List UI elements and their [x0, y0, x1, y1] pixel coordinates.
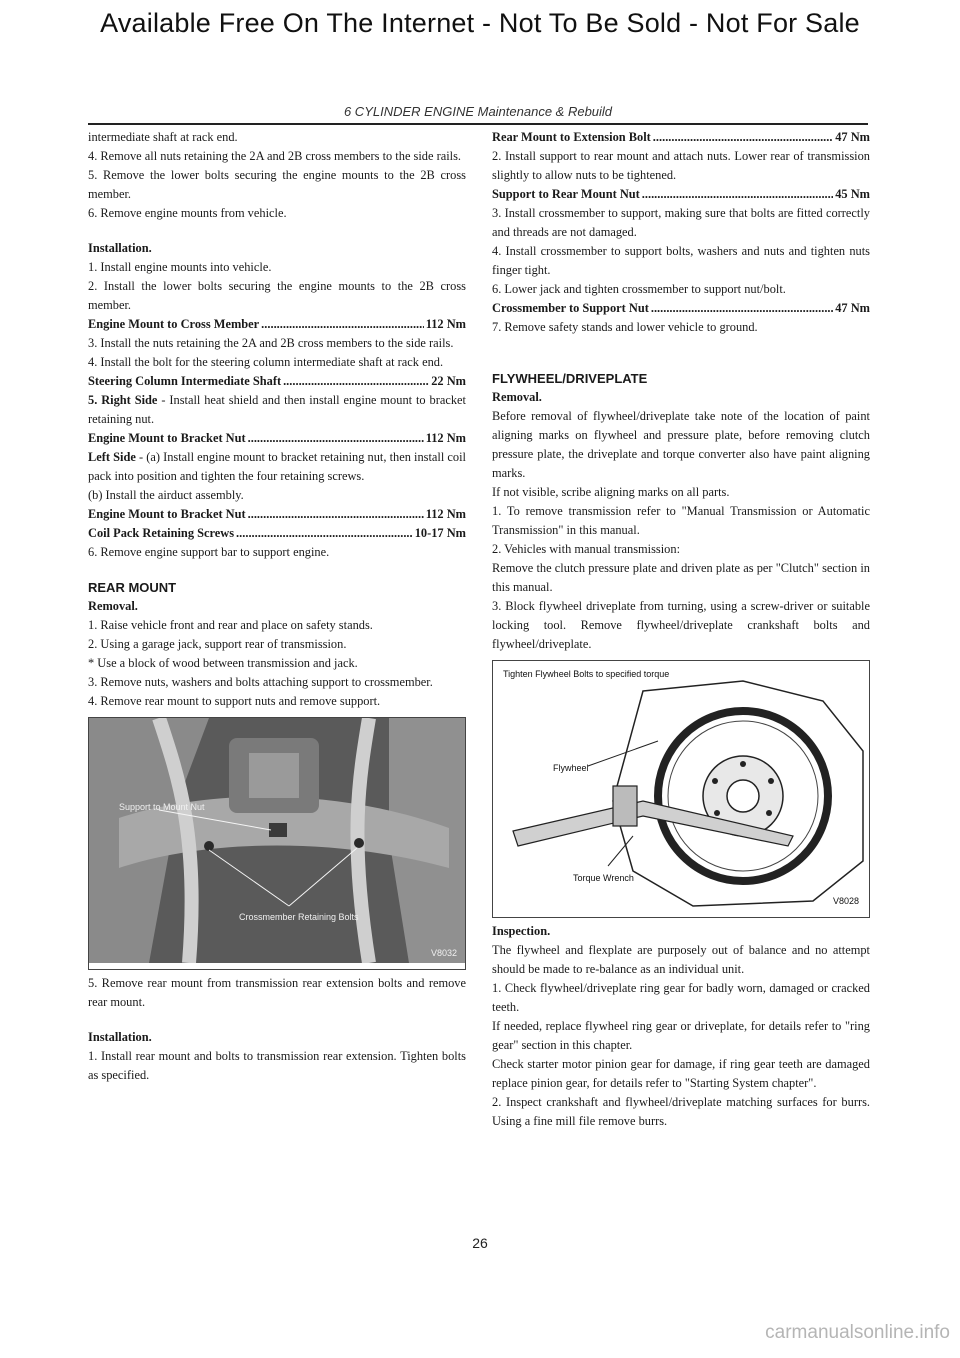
- right-column: [492, 128, 870, 1131]
- subheading-removal: Removal.: [492, 390, 542, 404]
- spec-label: Steering Column Intermediate Shaft: [88, 374, 282, 388]
- spec-value: 47 Nm: [835, 130, 870, 144]
- torque-spec: [88, 429, 466, 448]
- paragraph: 1. To remove transmission refer to "Manual Transmission or Automatic Transmission" in this manual.: [492, 504, 870, 537]
- step-lead: 5. Right Side: [88, 393, 158, 407]
- section-heading-flywheel: FLYWHEEL/DRIVEPLATE: [492, 371, 648, 386]
- torque-spec: [492, 185, 870, 204]
- running-header: 6 CYLINDER ENGINE Maintenance & Rebuild: [343, 104, 613, 119]
- page-number: 26: [472, 1235, 488, 1251]
- paragraph: 2. Using a garage jack, support rear of transmission.: [88, 637, 347, 651]
- paragraph: 3. Install crossmember to support, making sure that bolts are fitted correctly and threads are not damaged.: [492, 206, 870, 239]
- section-heading-rear-mount: REAR MOUNT: [88, 580, 177, 595]
- paragraph: 6. Lower jack and tighten crossmember to support nut/bolt.: [492, 282, 786, 296]
- paragraph: 2. Install the lower bolts securing the engine mounts to the 2B cross member.: [88, 279, 466, 312]
- spec-value: 112 Nm: [425, 431, 466, 445]
- rear-mount-photo: [88, 717, 466, 970]
- paragraph: 5. Remove rear mount from transmission rear extension bolts and remove rear mount.: [88, 976, 466, 1009]
- spec-value: 112 Nm: [425, 507, 466, 521]
- step-text: - (a) Install engine mount to bracket retaining nut, then install coil pack into position and tighten the four retaining screws.: [88, 450, 466, 483]
- spec-value: 112 Nm: [425, 317, 466, 331]
- spec-label: Engine Mount to Cross Member: [88, 317, 260, 331]
- diagram-code: V8028: [832, 896, 859, 906]
- torque-spec: [88, 505, 466, 524]
- page-banner: Available Free On The Internet - Not To Be Sold - Not For Sale: [100, 8, 860, 38]
- paragraph: If needed, replace flywheel ring gear or driveplate, for details refer to "ring gear" section in this chapter.: [492, 1019, 870, 1052]
- spec-label: Support to Rear Mount Nut: [492, 187, 640, 201]
- paragraph: intermediate shaft at rack end.: [88, 130, 238, 144]
- spec-label: Crossmember to Support Nut: [492, 301, 649, 315]
- paragraph: 6. Remove engine mounts from vehicle.: [88, 206, 287, 220]
- step-lead: Left Side: [88, 450, 136, 464]
- flywheel-diagram: [492, 660, 870, 918]
- paragraph: (b) Install the airduct assembly.: [88, 488, 244, 502]
- spec-label: Coil Pack Retaining Screws: [88, 526, 235, 540]
- photo-callout-crossmember-bolts: Crossmember Retaining Bolts: [239, 912, 359, 922]
- spec-value: 22 Nm: [431, 374, 466, 388]
- diagram-callout-flywheel: Flywheel: [553, 763, 589, 773]
- step-text: - Install heat shield and then install engine mount to bracket retaining nut.: [88, 393, 466, 426]
- spec-value: 45 Nm: [835, 187, 870, 201]
- paragraph: 4. Remove rear mount to support nuts and remove support.: [88, 694, 381, 708]
- site-watermark: carmanualsonline.info: [765, 1322, 950, 1343]
- torque-spec: [492, 299, 870, 318]
- paragraph: 4. Install the bolt for the steering column intermediate shaft at rack end.: [88, 355, 444, 369]
- torque-spec: [88, 315, 466, 334]
- diagram-callout-torque-wrench: Torque Wrench: [573, 873, 634, 883]
- paragraph: 7. Remove safety stands and lower vehicle to ground.: [492, 320, 758, 334]
- subheading-installation: Installation.: [88, 1030, 152, 1044]
- subheading-installation: Installation.: [88, 241, 152, 255]
- spec-label: Engine Mount to Bracket Nut: [88, 431, 246, 445]
- photo-code: V8032: [430, 948, 457, 958]
- spec-value: 10-17 Nm: [414, 526, 466, 540]
- torque-spec: [492, 128, 870, 147]
- paragraph: [88, 391, 466, 429]
- paragraph: 3. Remove nuts, washers and bolts attaching support to crossmember.: [88, 675, 433, 689]
- paragraph: If not visible, scribe aligning marks on all parts.: [492, 485, 730, 499]
- paragraph: Check starter motor pinion gear for damage, if ring gear teeth are damaged replace pinion gear, for details refer to "Starting System chapter".: [492, 1057, 870, 1090]
- flywheel-illustration: [493, 661, 869, 911]
- left-column: [88, 128, 466, 1085]
- photo-callout-support-nut: Support to Mount Nut: [119, 802, 205, 812]
- paragraph: Remove the clutch pressure plate and driven plate as per "Clutch" section in this manual.: [492, 561, 870, 594]
- paragraph: 5. Remove the lower bolts securing the engine mounts to the 2B cross member.: [88, 168, 466, 201]
- paragraph: 1. Install engine mounts into vehicle.: [88, 260, 272, 274]
- paragraph: 6. Remove engine support bar to support engine.: [88, 545, 330, 559]
- diagram-title: Tighten Flywheel Bolts to specified torque: [503, 669, 670, 679]
- subheading-inspection: Inspection.: [492, 924, 551, 938]
- paragraph: Before removal of flywheel/driveplate take note of the location of paint aligning marks on flywheel and pressure plate, before removing clutch pressure plate, the driveplate and torque converter also have paint aligning marks.: [492, 409, 870, 480]
- header-rule: [88, 123, 868, 125]
- paragraph: 2. Install support to rear mount and attach nuts. Lower rear of transmission slightly to allow nuts to be tightened.: [492, 149, 870, 182]
- paragraph: 2. Inspect crankshaft and flywheel/driveplate matching surfaces for burrs. Using a fine mill file remove burrs.: [492, 1095, 870, 1128]
- paragraph: 1. Install rear mount and bolts to transmission rear extension. Tighten bolts as specified.: [88, 1049, 466, 1082]
- paragraph: * Use a block of wood between transmission and jack.: [88, 656, 358, 670]
- spec-label: Rear Mount to Extension Bolt: [492, 130, 651, 144]
- paragraph: 4. Remove all nuts retaining the 2A and 2B cross members to the side rails.: [88, 149, 462, 163]
- spec-value: 47 Nm: [835, 301, 870, 315]
- torque-spec: [88, 372, 466, 391]
- paragraph: 1. Check flywheel/driveplate ring gear for badly worn, damaged or cracked teeth.: [492, 981, 870, 1014]
- torque-spec: [88, 524, 466, 543]
- paragraph: 2. Vehicles with manual transmission:: [492, 542, 681, 556]
- subheading-removal: Removal.: [88, 599, 138, 613]
- paragraph: The flywheel and flexplate are purposely out of balance and no attempt should be made to re-balance as an individual unit.: [492, 943, 870, 976]
- paragraph: 3. Install the nuts retaining the 2A and 2B cross members to the side rails.: [88, 336, 454, 350]
- paragraph: 4. Install crossmember to support bolts, washers and nuts and tighten nuts finger tight.: [492, 244, 870, 277]
- paragraph: 3. Block flywheel driveplate from turning, using a screw-driver or suitable locking tool. Remove flywheel/driveplate crankshaft bolts and flywheel/driveplate.: [492, 599, 870, 651]
- paragraph: 1. Raise vehicle front and rear and place on safety stands.: [88, 618, 373, 632]
- spec-label: Engine Mount to Bracket Nut: [88, 507, 246, 521]
- paragraph: [88, 448, 466, 486]
